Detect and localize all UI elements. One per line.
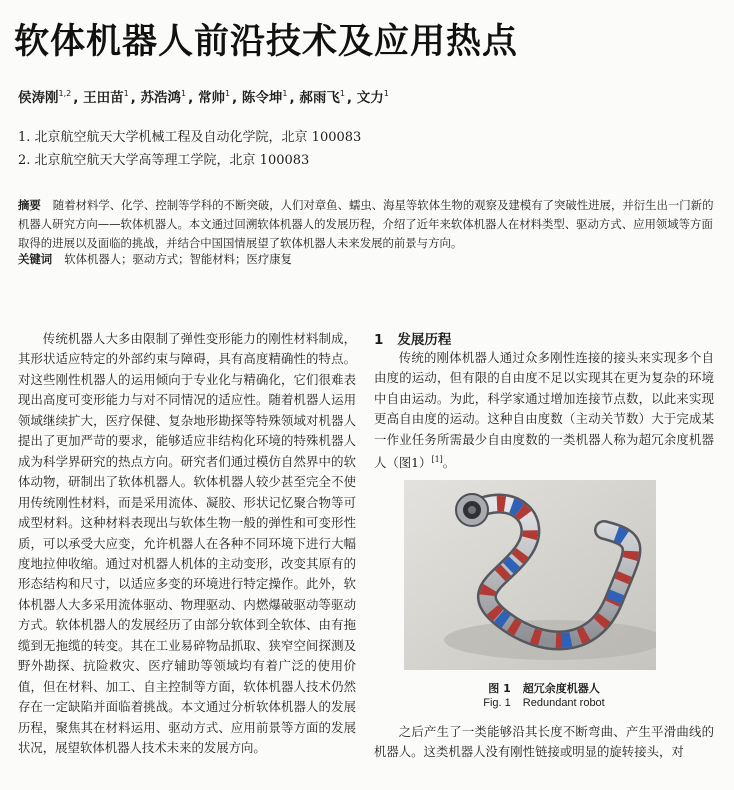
keywords [18,251,292,267]
paper-title: 软体机器人前沿技术及应用热点 [14,22,519,62]
keywords-label: 关键词 [18,252,53,266]
right-column-continuation [374,722,714,763]
intro-paragraph: 传统机器人大多由限制了弹性变形能力的刚性材料制成，其形状适应特定的外部约束与障碍，具有高度精确性的特点。对这些刚性机器人的运用倾向于专业化与精确化，它们很难表现出高度可变形能力与对不同情况的适应性。随着机器人运用领域继续扩大，医疗保健、复杂地形勘探等特殊领域对机器人提出了更加严苛的要求，能够适应非结构化环境的特殊机器人成为科学界研究的热点方向。研究者们通过模仿自然界中的软体动物，研制出了软体机器人。软体机器人较少甚至完全不使用传统刚性材料，而是采用流体、凝胶、形状记忆聚合物等可成型材料。这种材料表现出与软体生物一般的弹性和可变形性质，可以承受大应变，允许机器人在各种不同环境下进行大幅度地拉伸收缩。通过对机器人机体的主动变形，改变其原有的形态结构和尺寸，以适应多变的环境进行特定操作。此外，软体机器人大多采用流体驱动、物理驱动、内燃爆破驱动等驱动方式。软体机器人的发展经历了由部分软体到全软体、由有拖缆到无拖缆的转变。其在工业易碎物品抓取、狭窄空间探测及野外勘探、抗险救灾、医疗辅助等领域均有着广泛的使用价值，但在材料、加工、自主控制等方面，软体机器人技术仍然存在一定缺陷并面临着挑战。本文通过分析软体机器人的发展历程，聚焦其在材料运用、驱动方式、应用前景等方面的发展状况，展望软体机器人技术未来的发展方向。 [18,331,356,756]
abstract-label: 摘要 [18,198,41,212]
affiliation-2: 2. 北京航空航天大学高等理工学院，北京 100083 [18,153,310,168]
author: 侯涛刚$^{1,2}$ [18,89,72,106]
author: 郝雨飞$^1$ [299,89,345,106]
history-paragraph: 传统的刚体机器人通过众多刚性连接的接头来实现多个自由度的运动，但有限的自由度不足以实现其在更为复杂的环境中自由运动。为此，科学家通过增加连接节点数，以此来实现更高自由度的运动。这种自由度数（主动关节数）大于完成某一作业任务所需最少自由度数的一类机器人称为超冗余度机器人（图1） [374,350,714,471]
author: 文力$^1$ [356,89,389,106]
continuation-paragraph: 之后产生了一类能够沿其长度不断弯曲、产生平滑曲线的机器人。这类机器人没有刚性链接或明显的旋转接头，对 [374,724,714,760]
author-list: 侯涛刚$^{1,2}$ , 王田苗$^1$ , 苏浩鸿$^1$ , 常帅$^1$ , 陈令坤$^1$ , 郝雨飞$^1$ , 文力$^1$ [18,89,389,106]
snake-robot-illustration [404,480,656,670]
abstract-text: 随着材料学、化学、控制等学科的不断突破，人们对章鱼、蠕虫、海星等软体生物的观察及建模有了突破性进展，并衍生出一门新的机器人研究方向——软体机器人。本文通过回溯软体机器人的发展历程，介绍了近年来软体机器人在材料类型、驱动方式、应用领域等方面取得的进展以及面临的挑战，并结合中国国情展望了软体机器人未来发展的前景与方向。 [18,198,714,250]
section-title: 发展历程 [397,332,452,348]
author: 王田苗$^1$ [83,89,129,106]
left-column [18,329,356,759]
section-number: 1 [374,332,384,348]
figure-redundant-robot-photo [404,480,656,670]
keywords-text: 软体机器人；驱动方式；智能材料；医疗康复 [64,252,293,266]
author: 常帅$^1$ [197,89,231,106]
figure-caption-en: Fig. 1 Redundant robot [483,697,605,709]
right-column-paragraph: 传统的刚体机器人通过众多刚性连接的接头来实现多个自由度的运动，但有限的自由度不足以实现其在更为复杂的环境中自由运动。为此，科学家通过增加连接节点数，以此来实现更高自由度的运动。这种自由度数（主动关节数）大于完成某一作业任务所需最少自由度数的一类机器人称为超冗余度机器人（图1）[1]。 [374,350,714,471]
affiliation-1: 1. 北京航空航天大学机械工程及自动化学院，北京 100083 [18,130,362,145]
author: 苏浩鸿$^1$ [140,89,187,106]
figure-caption-cn: 图 1 超冗余度机器人 [488,682,600,695]
abstract [18,196,718,253]
citation: [1] [431,455,443,465]
section-heading [374,328,451,348]
author: 陈令坤$^1$ [241,89,288,106]
